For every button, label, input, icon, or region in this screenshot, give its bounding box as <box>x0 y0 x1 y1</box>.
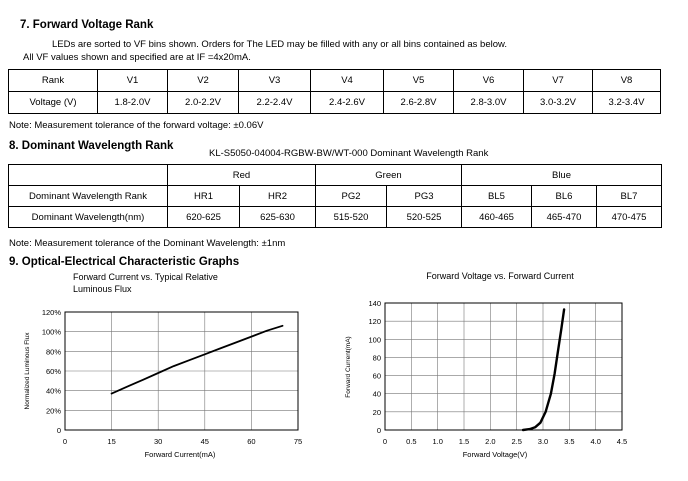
table-cell: 2.8-3.0V <box>454 92 524 114</box>
group-blue-header: Blue <box>462 165 662 186</box>
table-header-cell: V3 <box>239 70 311 92</box>
x-tick-label: 3.0 <box>537 437 549 446</box>
y-tick-label: 100% <box>41 327 61 337</box>
x-tick-label: 1.0 <box>432 437 443 446</box>
chart-title: Forward Current vs. Typical Relative <box>73 272 218 282</box>
table-header-cell: V1 <box>98 70 168 92</box>
x-tick-label: 0 <box>62 437 68 446</box>
y-tick-label: 80% <box>45 347 61 357</box>
table-cell: 520-525 <box>387 207 462 228</box>
table-cell: 465-470 <box>532 207 597 228</box>
table-cell: 1.8-2.0V <box>98 92 168 114</box>
chart-title: Forward Voltage vs. Forward Current <box>426 271 574 281</box>
section-7-heading: 7. Forward Voltage Rank <box>20 19 154 31</box>
x-tick-label: 60 <box>247 437 256 446</box>
table-cell: BL6 <box>532 186 597 207</box>
section-9-heading: 9. Optical-Electrical Characteristic Graphs <box>9 256 240 268</box>
x-tick-label: 4.5 <box>616 437 628 446</box>
y-tick-label: 120 <box>368 317 381 327</box>
table-cell: PG3 <box>387 186 462 207</box>
plot-frame <box>385 303 622 430</box>
table-header-cell: V2 <box>168 70 239 92</box>
y-tick-label: 20% <box>45 406 61 416</box>
y-tick-label: 0 <box>56 426 61 435</box>
table-cell: 625-630 <box>240 207 316 228</box>
x-axis-label: Forward Current(mA) <box>144 450 216 459</box>
x-tick-label: 30 <box>154 437 163 446</box>
y-tick-label: 60% <box>45 367 61 376</box>
table-cell: BL5 <box>462 186 532 207</box>
series-line <box>112 326 283 394</box>
section-8-note: Note: Measurement tolerance of the Dominant Wavelength: ±1nm <box>9 238 286 249</box>
x-tick-label: 15 <box>107 437 116 446</box>
table-cell: 3.0-3.2V <box>524 92 593 114</box>
table-cell: PG2 <box>316 186 387 207</box>
table-cell: 470-475 <box>597 207 662 228</box>
section-8-heading: 8. Dominant Wavelength Rank <box>9 140 174 152</box>
y-axis-label: Normalized Luminous Flux <box>24 332 31 410</box>
chart-title: Luminous Flux <box>73 284 132 294</box>
x-tick-label: 4.0 <box>590 437 601 446</box>
y-tick-label: 80 <box>372 353 381 363</box>
section-8-caption: KL-S5050-04004-RGBW-BW/WT-000 Dominant Wavelength Rank <box>209 148 489 159</box>
table-header-cell: V4 <box>311 70 384 92</box>
table-cell: 3.2-3.4V <box>593 92 661 114</box>
table-cell: 2.4-2.6V <box>311 92 384 114</box>
y-tick-label: 40% <box>45 386 61 396</box>
table-cell: 2.6-2.8V <box>384 92 454 114</box>
table-cell: 2.2-2.4V <box>239 92 311 114</box>
y-tick-label: 60 <box>372 371 381 381</box>
x-tick-label: 75 <box>293 437 303 446</box>
y-tick-label: 40 <box>372 389 381 399</box>
y-tick-label: 0 <box>376 426 381 435</box>
table-header-cell: Dominant Wavelength Rank <box>9 186 168 207</box>
y-tick-label: 20 <box>372 407 381 417</box>
table-header-cell: V7 <box>524 70 593 92</box>
x-tick-label: 45 <box>200 437 209 446</box>
y-tick-label: 100 <box>368 335 381 345</box>
section-7-description: LEDs are sorted to VF bins shown. Orders for The LED may be filled with any or all bins contained as below. <box>52 39 507 50</box>
x-tick-label: 2.5 <box>511 437 522 446</box>
section-7-note: Note: Measurement tolerance of the forward voltage: ±0.06V <box>9 120 264 131</box>
table-cell: 515-520 <box>316 207 387 228</box>
table-cell: 620-625 <box>168 207 240 228</box>
table-cell: 2.0-2.2V <box>168 92 239 114</box>
table-header-cell: V5 <box>384 70 454 92</box>
y-tick-label: 140 <box>368 299 381 308</box>
table-cell: HR2 <box>240 186 316 207</box>
table-cell: Voltage (V) <box>9 92 98 114</box>
x-axis-label: Forward Voltage(V) <box>462 450 528 459</box>
table-header-cell: Dominant Wavelength(nm) <box>9 207 168 228</box>
x-tick-label: 1.5 <box>458 437 470 446</box>
group-red-header: Red <box>168 165 316 186</box>
section-7-condition: All VF values shown and specified are at IF =4x20mA. <box>23 52 251 63</box>
x-tick-label: 0.5 <box>406 437 417 446</box>
x-tick-label: 3.5 <box>564 437 575 446</box>
group-green-header: Green <box>316 165 462 186</box>
y-axis-label: Forward Current(mA) <box>345 336 352 398</box>
table-cell: BL7 <box>597 186 662 207</box>
y-tick-label: 120% <box>41 308 61 317</box>
table-header-cell: Rank <box>9 70 98 92</box>
x-tick-label: 2.0 <box>485 437 496 446</box>
table-cell: HR1 <box>168 186 240 207</box>
table-header-cell: V8 <box>593 70 661 92</box>
table-header-cell: V6 <box>454 70 524 92</box>
table-cell: 460-465 <box>462 207 532 228</box>
x-tick-label: 0 <box>382 437 388 446</box>
